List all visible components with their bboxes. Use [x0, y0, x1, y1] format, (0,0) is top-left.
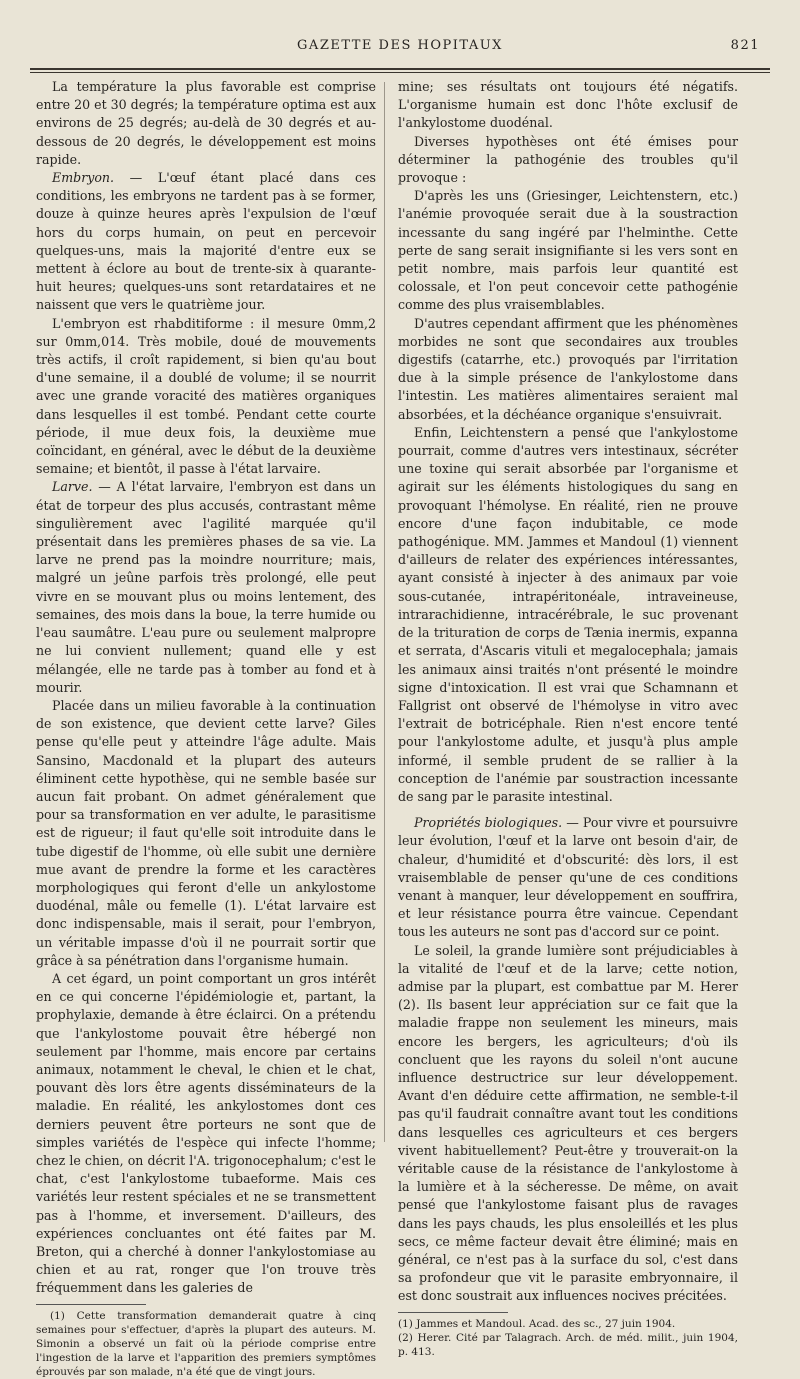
column-divider: [384, 82, 385, 1142]
footnote: (1) Cette transformation demanderait quatre à cinq semaines pour s'effectuer, d'après la plupart des auteurs. M. Simonin a observé un fait où la période comprise entre l'ingestion de la larve et l'apparition des premiers symptômes éprouvés par son malade, n'a été que de vingt jours.: [36, 1309, 376, 1378]
section-lead: Embryon.: [52, 170, 115, 186]
footnote-rule: [398, 1312, 508, 1313]
paragraph: D'après les uns (Griesinger, Leichtenstern, etc.) l'anémie provoquée serait due à la soustraction incessante du sang ingéré par l'helminthe. Cette perte de sang serait insignifiante si les vers sont en petit nombre, mais parfois leur quantité est colossale, et l'on peut concevoir cette pathogénie comme des plus vraisemblables.: [398, 188, 738, 313]
header-rule-thin: [30, 72, 770, 73]
paragraph: Placée dans un milieu favorable à la continuation de son existence, que devient cette larve? Giles pense qu'elle peut y atteindre l'âge adulte. Mais Sansino, Macdonald et la plupart des auteurs éliminent cette hypothèse, qui ne semble basée sur aucun fait probant. On admet généralement que pour sa transformation en ver adulte, le parasitisme est de rigueur; il faut qu'elle soit introduite dans le tube digestif de l'homme, où elle subit une dernière mue avant de prendre la forme et les caractères morphologiques qui feront d'elle un ankylostome duodénal, mâle ou femelle (1). L'état larvaire est donc indispensable, mais il serait, pour l'embryon, un véritable impasse d'où il ne pourrait sortir que grâce à sa pénétration dans l'organisme humain.: [36, 697, 376, 968]
footnote: (1) Jammes et Mandoul. Acad. des sc., 27 juin 1904.: [398, 1317, 676, 1330]
running-header: [30, 38, 770, 64]
paragraph: Diverses hypothèses ont été émises pour déterminer la pathogénie des troubles qu'il provoque :: [398, 133, 738, 186]
paragraph: Embryon. — L'œuf étant placé dans ces conditions, les embryons ne tardent pas à se former, douze à quinze heures après l'expulsion de l'œuf hors du corps humain, on peut en percevoir quelques-uns, mais la majorité d'entre eux se mettent à éclore au bout de trente-six à quarante-huit heures; quelques-uns sont retardataires et ne naissent que vers le quatrième jour.: [36, 170, 376, 313]
section-lead: Propriétés biologiques.: [414, 815, 563, 831]
paragraph: mine; ses résultats ont toujours été négatifs. L'organisme humain est donc l'hôte exclusif de l'ankylostome duodénal.: [398, 79, 738, 131]
paragraph: D'autres cependant affirment que les phénomènes morbides ne sont que secondaires aux troubles digestifs (catarrhe, etc.) provoqués par l'irritation due à la simple présence de l'ankylostome dans l'intestin. Les matières alimentaires seraient mal absorbées, et la déchéance organique s'ensuivrait.: [398, 315, 738, 422]
paragraph: L'embryon est rhabditiforme : il mesure 0mm,2 sur 0mm,014. Très mobile, doué de mouvements très actifs, il croît rapidement, si bien qu'au bout d'une semaine, il a doublé de volume; il se nourrit avec une grande voracité des matières organiques dans lesquelles il est tombé. Pendant cette courte période, il mue deux fois, la deuxième mue coïncidant, en général, avec le début de la deuxième semaine; et bientôt, il passe à l'état larvaire.: [36, 315, 376, 477]
page-number: 821: [730, 38, 760, 53]
footnote: (2) Herer. Cité par Talagrach. Arch. de méd. milit., juin 1904, p. 413.: [398, 1331, 738, 1358]
left-column: [36, 78, 377, 1378]
paragraph: Enfin, Leichtenstern a pensé que l'ankylostome pourrait, comme d'autres vers intestinaux, sécréter une toxine qui serait absorbée par l'organisme et agirait sur les éléments histologiques du sang en provoquant l'hémolyse. En réalité, rien ne prouve encore d'une façon indubitable, ce mode pathogénique. MM. Jammes et Mandoul (1) viennent d'ailleurs de relater des expériences intéressantes, ayant consisté à injecter à des animaux par voie sous-cutanée, intrapéritonéale, intraveineuse, intrarachidienne, intracérébrale, le suc provenant de la trituration de corps de Tænia inermis, expanna et serrata, d'Ascaris vituli et megalocephala; jamais les animaux ainsi traités n'ont présenté le moindre signe d'intoxication. Il est vrai que Schamnann et Fallgrist ont observé de l'hémolyse in vitro avec l'extrait de botricéphale. Rien n'est encore tenté pour l'ankylostome adulte, et jusqu'à plus ample informé, il semble prudent de se rallier à la conception de l'anémie par soustraction incessante de sang par le parasite intestinal.: [398, 424, 738, 804]
journal-title: GAZETTE DES HOPITAUX: [297, 38, 503, 53]
footnote-rule: [36, 1304, 146, 1305]
section-lead: Larve.: [52, 479, 93, 495]
paragraph: Larve. — A l'état larvaire, l'embryon est dans un état de torpeur des plus accusés, contrastant même singulièrement avec l'agilité marquée qu'il présentait dans les premières phases de sa vie. La larve ne prend pas la moindre nourriture; mais, malgré un jeûne parfois très prolongé, elle peut vivre en se mouvant plus ou moins lentement, des semaines, des mois dans la boue, la terre humide ou l'eau saumâtre. L'eau pure ou seulement malpropre ne lui convient nullement; quand elle y est mélangée, elle ne tarde pas à tomber au fond et à mourir.: [36, 479, 376, 695]
paragraph: A cet égard, un point comportant un gros intérêt en ce qui concerne l'épidémiologie et, partant, la prophylaxie, demande à être éclairci. On a prétendu que l'ankylostome pouvait être hébergé non seulement par l'homme, mais encore par certains animaux, notamment le cheval, le chien et le chat, pouvant dès lors être agents disséminateurs de la maladie. En réalité, les ankylostomes dont ces derniers peuvent être porteurs ne sont que de simples variétés de l'espèce qui infecte l'homme; chez le chien, on décrit l'A. trigonocephalum; c'est le chat, c'est l'ankylostome tubaeforme. Mais ces variétés leur restent spéciales et ne se transmettent pas à l'homme, et inversement. D'ailleurs, des expériences concluantes ont été faites par M. Breton, qui a cherché à donner l'ankylostomiase au chien et au rat, ronger que l'on trouve très fréquemment dans les galeries de: [36, 970, 376, 1296]
paragraph: Propriétés biologiques. — Pour vivre et poursuivre leur évolution, l'œuf et la larve ont besoin d'air, de chaleur, d'humidité et d'obscurité: dès lors, il est vraisemblable de penser qu'une de ces conditions venant à manquer, leur développement en souffrira, et leur résistance pourra être vaincue. Cependant tous les auteurs ne sont pas d'accord sur ce point.: [398, 815, 738, 940]
paragraph: La température la plus favorable est comprise entre 20 et 30 degrés; la température optima est aux environs de 25 degrés; au-delà de 30 degrés et au-dessous de 20 degrés, le développement est moins rapide.: [36, 79, 377, 167]
header-rule: [30, 68, 770, 70]
paragraph: Le soleil, la grande lumière sont préjudiciables à la vitalité de l'œuf et de la larve; cette notion, admise par la plupart, est combattue par M. Herer (2). Ils basent leur appréciation sur ce fait que la maladie frappe non seulement les mineurs, mais encore les bergers, les agriculteurs; d'où ils concluent que les rayons du soleil n'ont aucune influence destructrice sur leur développement. Avant d'en déduire cette affirmation, ne semble-t-il pas qu'il faudrait connaître avant tout les conditions dans lesquelles ces agriculteurs et ces bergers vivent habituellement? Peut-être y trouverait-on la véritable cause de la résistance de l'ankylostome à la lumière et à la sécheresse. De même, on avait pensé que l'ankylostome faisant plus de ravages dans les pays chauds, les plus ensoleillés et les plus secs, ce même facteur devait être éliminé; mais en général, ce n'est pas à la surface du sol, c'est dans sa profondeur que vit le parasite embryonnaire, il est donc soustrait aux influences nocives précitées.: [398, 942, 738, 1304]
right-column: [398, 78, 738, 1358]
